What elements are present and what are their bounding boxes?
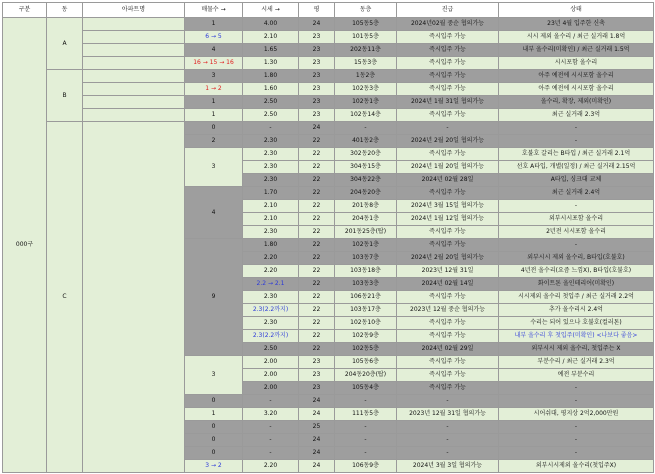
floor-cell: 304동15층: [335, 161, 397, 174]
move-in-cell: 2024년 02월 28일: [397, 174, 499, 187]
floor-cell: 204동20층: [335, 187, 397, 200]
apartment-cell: [83, 96, 185, 109]
floor-cell: 101동5층: [335, 31, 397, 44]
header-floor: 동층: [335, 3, 397, 18]
state-cell: 수리는 되어 있으나 호불호(컬러톤): [499, 317, 654, 330]
move-in-cell: 즉시입주 가능: [397, 109, 499, 122]
move-in-cell: 2023년 12월 31일 협의가능: [397, 408, 499, 421]
listing-count-cell: 3: [185, 70, 243, 83]
price-cell: 2.10: [243, 200, 299, 213]
move-in-cell: 즉시입주 가능: [397, 31, 499, 44]
pyeong-cell: 23: [299, 369, 335, 382]
floor-cell: 103동18층: [335, 265, 397, 278]
price-cell: 1.30: [243, 57, 299, 70]
move-in-cell: 2024년 02월 29일: [397, 343, 499, 356]
header-row: [3, 3, 654, 18]
state-cell: -: [499, 239, 654, 252]
state-cell: -: [499, 200, 654, 213]
table-row: [3, 57, 654, 70]
floor-cell: -: [335, 434, 397, 447]
table-row: [3, 44, 654, 57]
listing-count-cell: 3: [185, 148, 243, 187]
price-cell: 2.2 → 2.1: [243, 278, 299, 291]
listing-count-cell: 0: [185, 421, 243, 434]
listing-count-cell: 16 → 15 → 16: [185, 57, 243, 70]
state-cell: 외부시시제외 올수리(첫입주X): [499, 460, 654, 473]
header-count: 매물수 →: [185, 3, 243, 18]
price-cell: 2.30: [243, 226, 299, 239]
pyeong-cell: 22: [299, 252, 335, 265]
state-cell: 올수리, 확장, 제외(미확인): [499, 96, 654, 109]
pyeong-cell: 24: [299, 122, 335, 135]
move-in-cell: -: [397, 421, 499, 434]
pyeong-cell: 22: [299, 317, 335, 330]
price-cell: 2.00: [243, 369, 299, 382]
pyeong-cell: 22: [299, 343, 335, 356]
move-in-cell: -: [397, 434, 499, 447]
listing-count-cell: 1: [185, 96, 243, 109]
district-cell: 000구: [3, 18, 47, 473]
move-in-cell: 2024년 1월 31일 협의가능: [397, 96, 499, 109]
header-gu: 구분: [3, 3, 47, 18]
price-cell: 2.30: [243, 135, 299, 148]
price-cell: 2.30: [243, 174, 299, 187]
move-in-cell: 2024년 1월 12일 협의가능: [397, 213, 499, 226]
pyeong-cell: 22: [299, 187, 335, 200]
apartment-cell: [83, 18, 185, 31]
dong-cell: C: [47, 122, 83, 473]
pyeong-cell: 23: [299, 356, 335, 369]
move-in-cell: -: [397, 395, 499, 408]
state-cell: -: [499, 447, 654, 460]
state-cell: -: [499, 421, 654, 434]
floor-cell: 102동1층: [335, 239, 397, 252]
state-cell: 추가 올수리시 2.4억: [499, 304, 654, 317]
listing-count-cell: 1: [185, 18, 243, 31]
listing-count-cell: 0: [185, 122, 243, 135]
pyeong-cell: 23: [299, 109, 335, 122]
apartment-cell: [83, 70, 185, 83]
header-apt: 아파트명: [83, 3, 185, 18]
floor-cell: 103동7층: [335, 252, 397, 265]
price-cell: -: [243, 395, 299, 408]
header-price: 시세 →: [243, 3, 299, 18]
state-cell: 외부시시 제외 올수리, 첫입주는 X: [499, 343, 654, 356]
pyeong-cell: 24: [299, 460, 335, 473]
price-cell: -: [243, 434, 299, 447]
state-cell: 외부시시포함 올수리: [499, 213, 654, 226]
state-cell: 시어쉬대, 평지상 2억2,000만원: [499, 408, 654, 421]
pyeong-cell: 24: [299, 434, 335, 447]
move-in-cell: 즉시입주 가능: [397, 148, 499, 161]
header-jingeup: 진급: [397, 3, 499, 18]
move-in-cell: 즉시입주 가능: [397, 83, 499, 96]
floor-cell: 105동4층: [335, 382, 397, 395]
floor-cell: 102동9층: [335, 330, 397, 343]
floor-cell: 105동6층: [335, 356, 397, 369]
pyeong-cell: 25: [299, 421, 335, 434]
price-cell: 3.20: [243, 408, 299, 421]
listing-count-cell: 0: [185, 395, 243, 408]
move-in-cell: 2024년 02월 14일: [397, 278, 499, 291]
table-row: [3, 109, 654, 122]
move-in-cell: 2024년 3월 3일 협의가능: [397, 460, 499, 473]
move-in-cell: 2024년 2월 20일 협의가능: [397, 135, 499, 148]
floor-cell: -: [335, 421, 397, 434]
state-cell: 외부시시 제외 올수리, B타입(호불호): [499, 252, 654, 265]
table-row: [3, 31, 654, 44]
move-in-cell: 즉시입주 가능: [397, 70, 499, 83]
price-cell: 2.50: [243, 96, 299, 109]
pyeong-cell: 24: [299, 395, 335, 408]
floor-cell: 106동21층: [335, 291, 397, 304]
state-cell: 화이트톤 올인테리어(미확인): [499, 278, 654, 291]
price-cell: 2.20: [243, 265, 299, 278]
pyeong-cell: 23: [299, 57, 335, 70]
state-cell: 아주 예전에 시시포함 올수리: [499, 70, 654, 83]
table-row: [3, 83, 654, 96]
price-cell: 1.70: [243, 187, 299, 200]
move-in-cell: 즉시입주 가능: [397, 317, 499, 330]
pyeong-cell: 22: [299, 213, 335, 226]
floor-cell: 15동3층: [335, 57, 397, 70]
price-cell: 2.30: [243, 317, 299, 330]
listing-count-cell: 1: [185, 109, 243, 122]
pyeong-cell: 24: [299, 18, 335, 31]
pyeong-cell: 23: [299, 382, 335, 395]
listing-count-cell: 1: [185, 408, 243, 421]
pyeong-cell: 24: [299, 447, 335, 460]
listing-count-cell: 9: [185, 239, 243, 356]
table-row: [3, 122, 654, 135]
state-cell: A타입, 싱크대 교체: [499, 174, 654, 187]
apartment-cell: [83, 109, 185, 122]
apartment-cell: [83, 44, 185, 57]
floor-cell: 103동3층: [335, 278, 397, 291]
pyeong-cell: 22: [299, 226, 335, 239]
price-cell: 2.30: [243, 148, 299, 161]
state-cell: -: [499, 395, 654, 408]
state-cell: 내부 올수리 후 첫입주(미확인) <나보다 좋음>: [499, 330, 654, 343]
state-cell: 예전 부분수리: [499, 369, 654, 382]
header-pyeong: 평: [299, 3, 335, 18]
move-in-cell: 즉시입주 가능: [397, 291, 499, 304]
state-cell: 23년 4월 입주한 신축: [499, 18, 654, 31]
pyeong-cell: 22: [299, 291, 335, 304]
apartment-cell: [83, 83, 185, 96]
price-cell: 2.50: [243, 343, 299, 356]
state-cell: 아주 예전에 시시포함 올수리: [499, 83, 654, 96]
listing-count-cell: 4: [185, 44, 243, 57]
floor-cell: 202동11층: [335, 44, 397, 57]
apartment-cell: [83, 122, 185, 473]
price-cell: 2.30: [243, 161, 299, 174]
pyeong-cell: 23: [299, 44, 335, 57]
pyeong-cell: 22: [299, 148, 335, 161]
listing-count-cell: 3 → 2: [185, 460, 243, 473]
floor-cell: 111동5층: [335, 408, 397, 421]
price-cell: 2.20: [243, 252, 299, 265]
price-cell: -: [243, 122, 299, 135]
pyeong-cell: 22: [299, 265, 335, 278]
floor-cell: 401동2층: [335, 135, 397, 148]
pyeong-cell: 22: [299, 304, 335, 317]
move-in-cell: 2023년 12월 31일: [397, 265, 499, 278]
floor-cell: 103동17층: [335, 304, 397, 317]
price-cell: 1.80: [243, 239, 299, 252]
state-cell: 시시제외 올수리 첫입주 / 최근 실거래 2.2억: [499, 291, 654, 304]
apartment-cell: [83, 57, 185, 70]
move-in-cell: 즉시입주 가능: [397, 382, 499, 395]
dong-cell: A: [47, 18, 83, 70]
pyeong-cell: 22: [299, 200, 335, 213]
price-cell: 2.50: [243, 109, 299, 122]
listing-count-cell: 6 → 5: [185, 31, 243, 44]
floor-cell: 201동25층(탑): [335, 226, 397, 239]
floor-cell: 102동10층: [335, 317, 397, 330]
pyeong-cell: 23: [299, 70, 335, 83]
floor-cell: 105동5층: [335, 18, 397, 31]
move-in-cell: -: [397, 122, 499, 135]
state-cell: -: [499, 122, 654, 135]
price-cell: 2.10: [243, 31, 299, 44]
price-cell: 4.00: [243, 18, 299, 31]
state-cell: -: [499, 382, 654, 395]
state-cell: 선호 A타입, 개별(일정) / 최근 실거래 2.15억: [499, 161, 654, 174]
pyeong-cell: 22: [299, 239, 335, 252]
state-cell: 4년전 올수리(요즘 느낌X), B타입(호불호): [499, 265, 654, 278]
price-cell: 2.3(2.2까지): [243, 304, 299, 317]
state-cell: 최근 실거래 2.3억: [499, 109, 654, 122]
move-in-cell: 2024년 1월 20일 협의가능: [397, 161, 499, 174]
floor-cell: 204동1층: [335, 213, 397, 226]
move-in-cell: 즉시입주 가능: [397, 369, 499, 382]
move-in-cell: 2024년 3월 15일 협의가능: [397, 200, 499, 213]
state-cell: 최근 실거래 2.4억: [499, 187, 654, 200]
state-cell: 호불호 갈리는 B타입 / 최근 실거래 2.1억: [499, 148, 654, 161]
move-in-cell: 즉시입주 가능: [397, 187, 499, 200]
header-state: 상태: [499, 3, 654, 18]
move-in-cell: 2024년02월 중순 협의가능: [397, 18, 499, 31]
pyeong-cell: 22: [299, 330, 335, 343]
listing-table: [2, 2, 654, 473]
move-in-cell: 즉시입주 가능: [397, 330, 499, 343]
state-cell: 시시포함 올수리: [499, 57, 654, 70]
floor-cell: 106동9층: [335, 460, 397, 473]
price-cell: 2.20: [243, 460, 299, 473]
price-cell: -: [243, 421, 299, 434]
pyeong-cell: 22: [299, 135, 335, 148]
price-cell: 2.10: [243, 213, 299, 226]
floor-cell: -: [335, 447, 397, 460]
apartment-cell: [83, 31, 185, 44]
move-in-cell: 즉시입주 가능: [397, 226, 499, 239]
move-in-cell: 2024년 2월 20일 협의가능: [397, 252, 499, 265]
pyeong-cell: 22: [299, 278, 335, 291]
move-in-cell: -: [397, 447, 499, 460]
listing-count-cell: 3: [185, 356, 243, 395]
move-in-cell: 즉시입주 가능: [397, 44, 499, 57]
pyeong-cell: 24: [299, 408, 335, 421]
move-in-cell: 즉시입주 가능: [397, 356, 499, 369]
price-cell: 2.3(2.2까지): [243, 330, 299, 343]
state-cell: 시시 제외 올수리 / 최근 실거래 1.8억: [499, 31, 654, 44]
price-cell: 2.00: [243, 356, 299, 369]
dong-cell: B: [47, 70, 83, 122]
floor-cell: 201동8층: [335, 200, 397, 213]
price-cell: 1.80: [243, 70, 299, 83]
pyeong-cell: 22: [299, 174, 335, 187]
move-in-cell: 2023년 12월 중순 협의가능: [397, 304, 499, 317]
price-cell: 2.30: [243, 291, 299, 304]
floor-cell: -: [335, 395, 397, 408]
state-cell: -: [499, 434, 654, 447]
price-cell: 1.65: [243, 44, 299, 57]
state-cell: -: [499, 135, 654, 148]
price-cell: 1.60: [243, 83, 299, 96]
floor-cell: 102동5층: [335, 343, 397, 356]
floor-cell: 302동20층: [335, 148, 397, 161]
floor-cell: 1동2층: [335, 70, 397, 83]
floor-cell: 204동20층(탑): [335, 369, 397, 382]
price-cell: 2.00: [243, 382, 299, 395]
pyeong-cell: 22: [299, 161, 335, 174]
listing-count-cell: 1 → 2: [185, 83, 243, 96]
listing-count-cell: 0: [185, 447, 243, 460]
price-cell: -: [243, 447, 299, 460]
listing-count-cell: 4: [185, 187, 243, 239]
listing-count-cell: 0: [185, 434, 243, 447]
floor-cell: -: [335, 122, 397, 135]
floor-cell: 102동3층: [335, 83, 397, 96]
pyeong-cell: 23: [299, 83, 335, 96]
table-row: [3, 70, 654, 83]
pyeong-cell: 23: [299, 96, 335, 109]
floor-cell: 304동22층: [335, 174, 397, 187]
state-cell: 내부 올수리(미확인) / 최근 실거래 1.5억: [499, 44, 654, 57]
state-cell: 부분수리 / 최근 실거래 2.3억: [499, 356, 654, 369]
table-row: [3, 18, 654, 31]
pyeong-cell: 23: [299, 31, 335, 44]
floor-cell: 102동1층: [335, 96, 397, 109]
header-dong: 동: [47, 3, 83, 18]
state-cell: 2년전 시시포함 올수리: [499, 226, 654, 239]
move-in-cell: 즉시입주 가능: [397, 239, 499, 252]
table-row: [3, 96, 654, 109]
listing-count-cell: 2: [185, 135, 243, 148]
floor-cell: 102동14층: [335, 109, 397, 122]
move-in-cell: 즉시입주 가능: [397, 57, 499, 70]
